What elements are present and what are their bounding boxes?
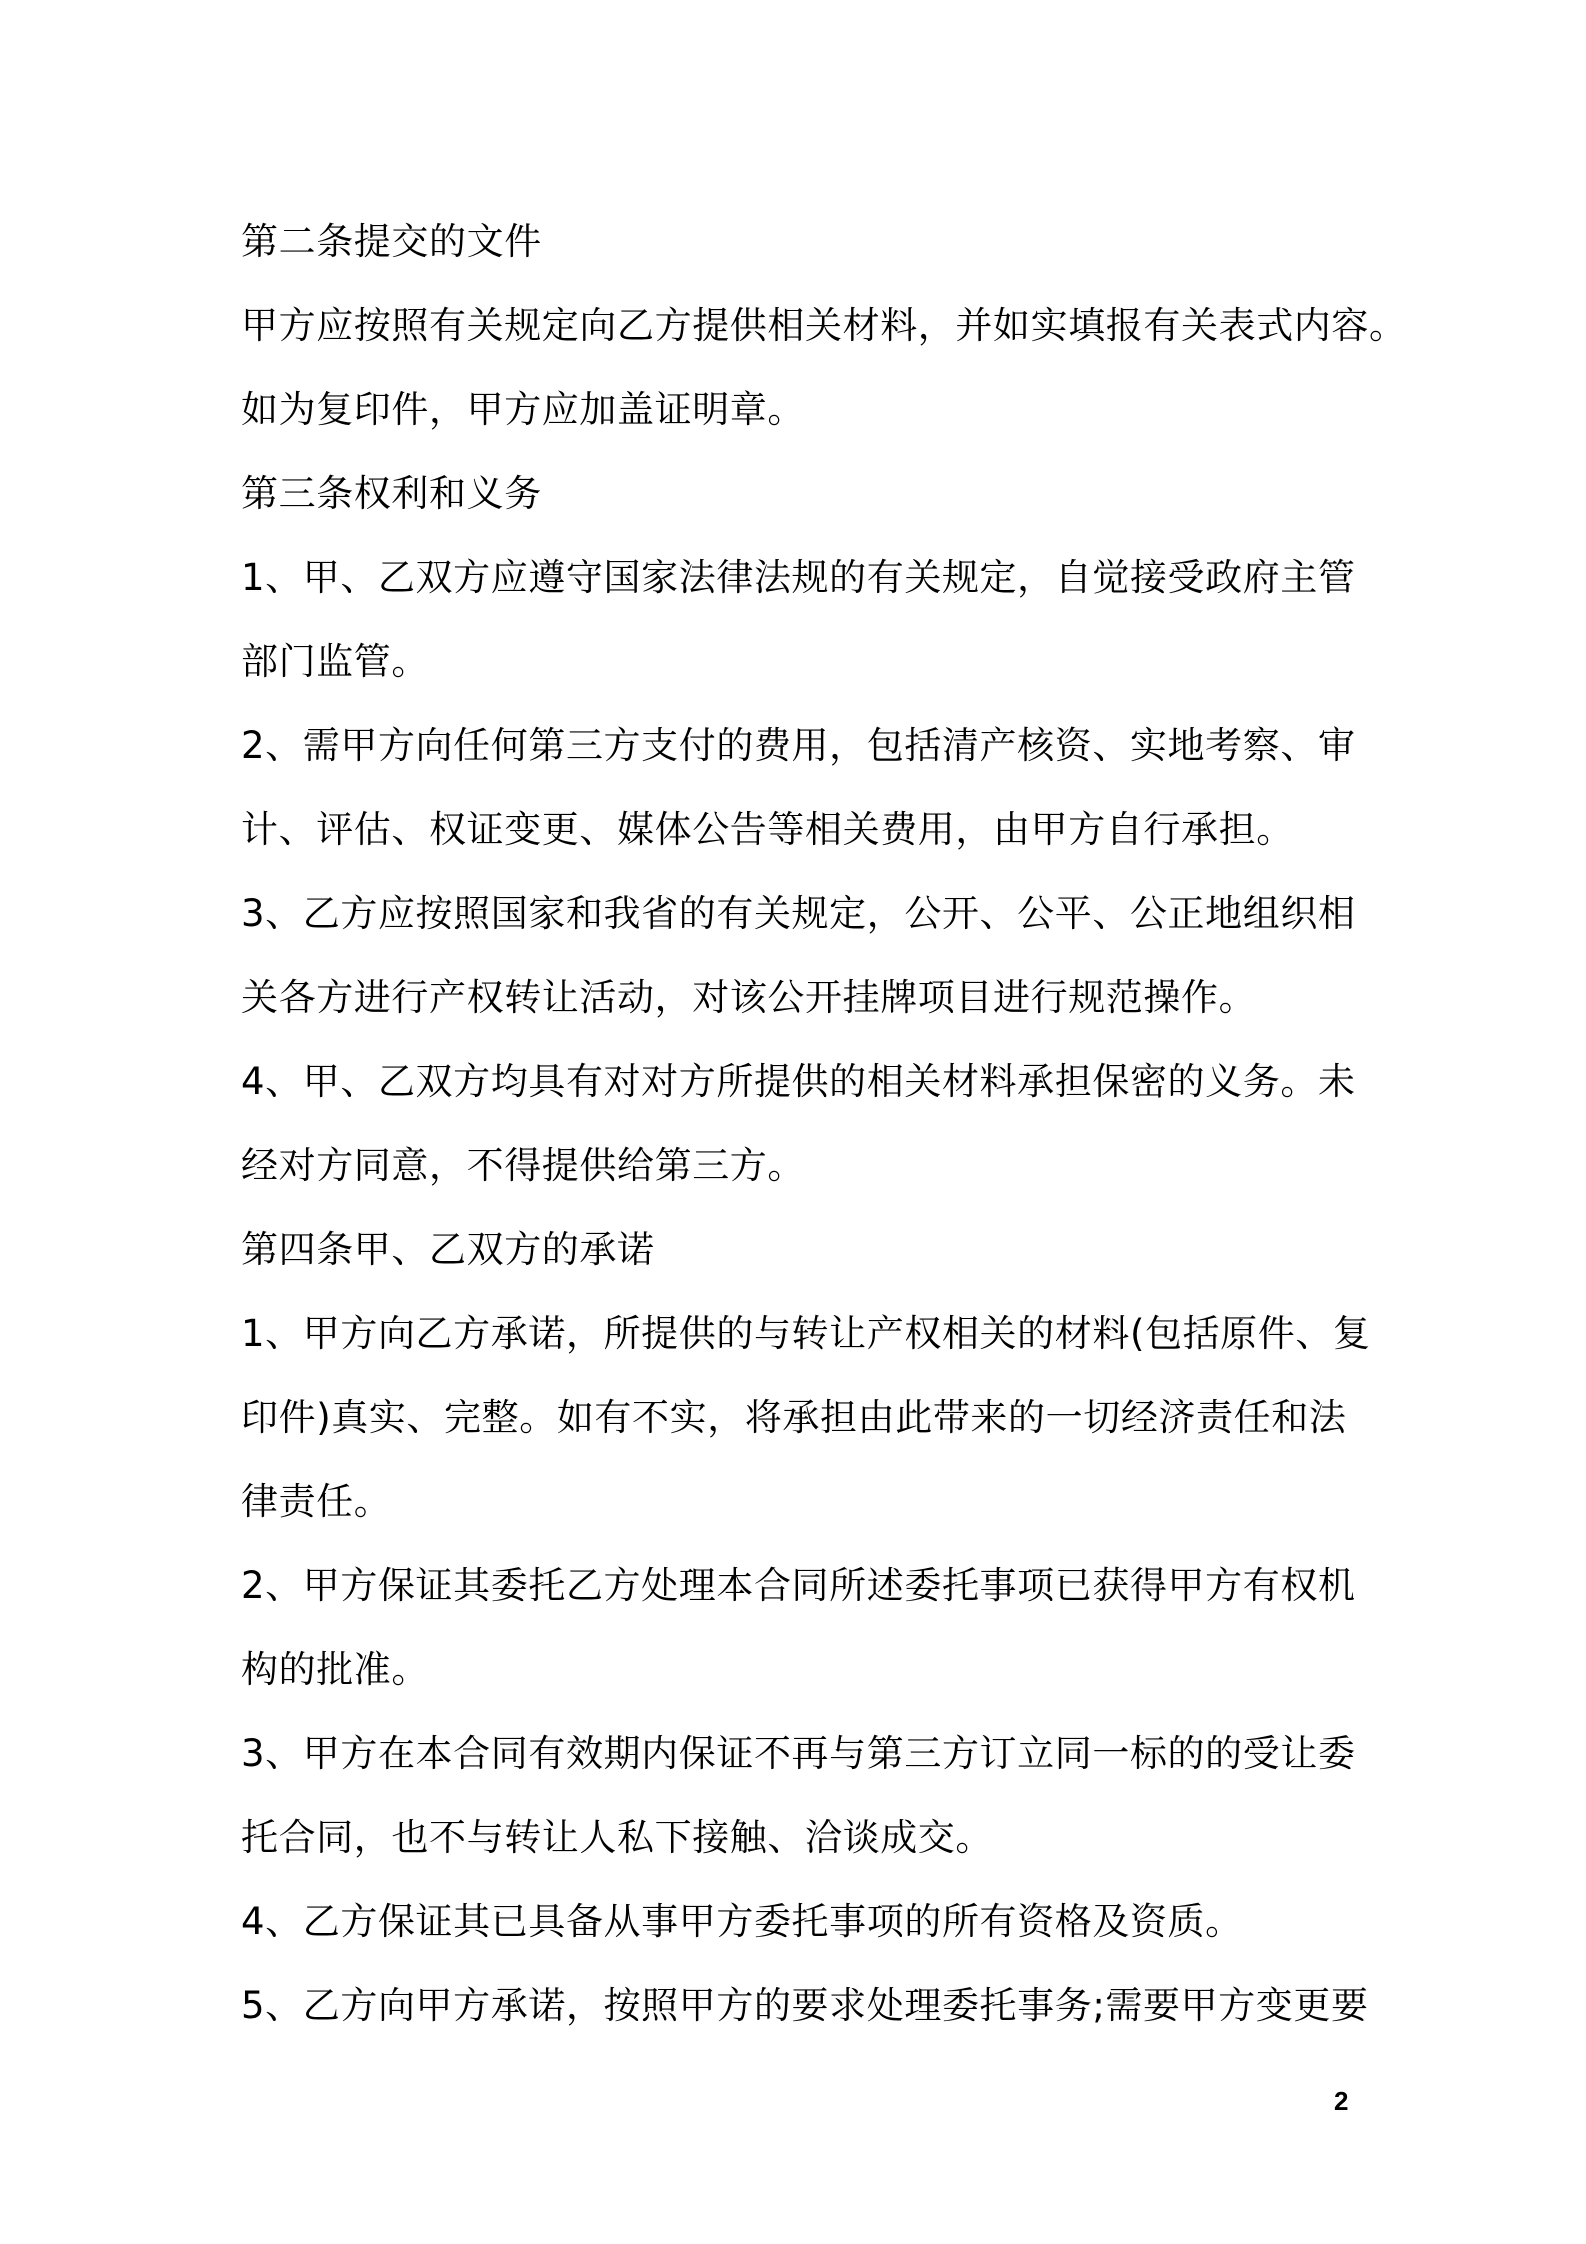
paragraph-line: 计、评估、权证变更、媒体公告等相关费用，由甲方自行承担。 <box>241 808 1294 851</box>
section-heading: 第二条提交的文件 <box>241 220 542 263</box>
paragraph-line: 构的批准。 <box>241 1648 429 1691</box>
paragraph-line: 4、甲、乙双方均具有对对方所提供的相关材料承担保密的义务。未 <box>241 1060 1356 1103</box>
paragraph-line: 甲方应按照有关规定向乙方提供相关材料，并如实填报有关表式内容。 <box>241 304 1407 347</box>
document-body <box>241 200 1407 2048</box>
paragraph-line: 如为复印件，甲方应加盖证明章。 <box>241 388 805 431</box>
section-heading: 第四条甲、乙双方的承诺 <box>241 1228 655 1271</box>
paragraph-line: 2、需甲方向任何第三方支付的费用，包括清产核资、实地考察、审 <box>241 724 1356 767</box>
paragraph-line: 律责任。 <box>241 1480 392 1523</box>
paragraph-line: 1、甲方向乙方承诺，所提供的与转让产权相关的材料(包括原件、复 <box>241 1312 1371 1355</box>
paragraph-line: 托合同，也不与转让人私下接触、洽谈成交。 <box>241 1816 993 1859</box>
paragraph-line: 2、甲方保证其委托乙方处理本合同所述委托事项已获得甲方有权机 <box>241 1564 1356 1607</box>
paragraph-line: 部门监管。 <box>241 640 429 683</box>
paragraph-line: 3、乙方应按照国家和我省的有关规定，公开、公平、公正地组织相 <box>241 892 1356 935</box>
section-heading: 第三条权利和义务 <box>241 472 542 515</box>
paragraph-line: 4、乙方保证其已具备从事甲方委托事项的所有资格及资质。 <box>241 1900 1243 1943</box>
paragraph-line: 5、乙方向甲方承诺，按照甲方的要求处理委托事务;需要甲方变更要 <box>241 1984 1369 2027</box>
paragraph-line: 1、甲、乙双方应遵守国家法律法规的有关规定，自觉接受政府主管 <box>241 556 1356 599</box>
paragraph-line: 3、甲方在本合同有效期内保证不再与第三方订立同一标的的受让委 <box>241 1732 1356 1775</box>
paragraph-line: 关各方进行产权转让活动，对该公开挂牌项目进行规范操作。 <box>241 976 1257 1019</box>
page-number: 2 <box>1334 2086 1349 2116</box>
paragraph-line: 印件)真实、完整。如有不实，将承担由此带来的一切经济责任和法 <box>241 1396 1347 1439</box>
paragraph-line: 经对方同意，不得提供给第三方。 <box>241 1144 805 1187</box>
